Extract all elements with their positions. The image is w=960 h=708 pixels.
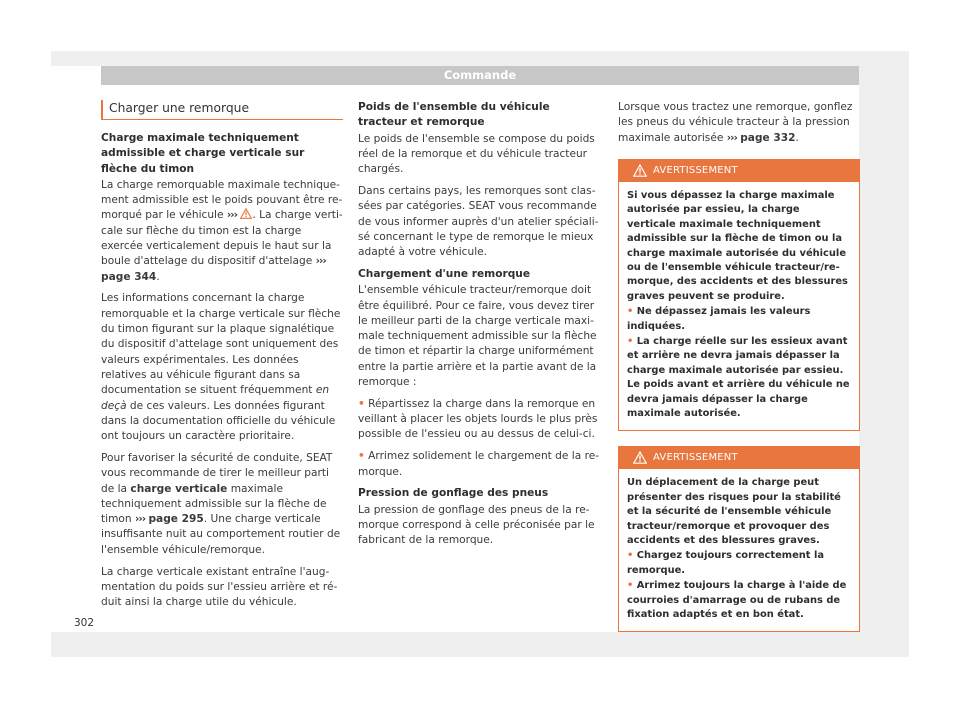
- warning-bullet: • Arrimez toujours la charge à l'aide de courroies d'amarrage ou de rubans de fixation adaptés et en bon état.: [627, 580, 847, 621]
- bullet-icon: •: [627, 550, 634, 562]
- warning-label: AVERTISSEMENT: [653, 164, 738, 176]
- warning-intro: Si vous dépassez la charge maximale autorisée par essieu, la charge verticale maximale techniquement admissible sur la flèche de timon ou la charge maximale autorisée du véhicule ou de l'ensemble véhicule tracteur/remorque, des accidents et des blessures graves peuvent se produire.: [627, 189, 848, 302]
- arrow-glyph: ›››: [315, 255, 326, 268]
- warning-triangle-icon[interactable]: [240, 208, 252, 219]
- warning-body: [619, 469, 859, 631]
- section-title: [101, 100, 343, 119]
- paragraph-gonflage: Lorsque vous tractez une remorque, gonflez les pneus du véhicule tracteur à la pression maximale autorisée ››› page 332.: [618, 101, 853, 144]
- heading-poids-ensemble: Poids de l'ensemble du véhicule tracteur et remorque: [358, 101, 550, 129]
- page-ref-link[interactable]: page 295: [148, 513, 204, 526]
- bullet-item: • Répartissez la charge dans la remorque en veillant à placer les objets lourds le plus près possible de l'essieu ou au dessus de celui-ci.: [358, 397, 598, 441]
- bold-term: charge verticale: [130, 482, 228, 495]
- warning-header: [619, 447, 859, 469]
- paragraph-securite: Pour favoriser la sécurité de conduite, SEAT vous recommande de tirer le meilleur parti de la charge verticale maximale techniquement admissible sur la flèche de timon ››› page 295. Une charge verticale insuffisante nuit au comportement routier de l'ensemble véhicule/remorque.: [101, 451, 341, 556]
- warning-intro: Un déplacement de la charge peut présenter des risques pour la stabilité et la sécurité de l'ensemble véhicule tracteur/remorque et provoquer des accidents et des blessures graves.: [627, 477, 841, 547]
- warning-bullet: • Chargez toujours correctement la remorque.: [627, 550, 825, 576]
- warning-bullet: • La charge réelle sur les essieux avant et arrière ne devra jamais dépasser la charge maximale autorisée par essieu. Le poids avant et arrière du véhicule ne devra jamais dépasser la charge maximale autorisée.: [627, 335, 850, 419]
- heading-pression: Pression de gonflage des pneus: [358, 487, 549, 500]
- heading-chargement: Chargement d'une remorque: [358, 267, 531, 280]
- paragraph-charge-remorquable: La charge remorquable maximale techniquement admissible est le poids pouvant être remorqué par le véhicule ››› . La charge verticale sur flèche du timon est la charge exercée verticalement depuis le haut sur la boule d'attelage du dispositif d'attelage ››› page 344.: [101, 178, 343, 283]
- warning-label: AVERTISSEMENT: [653, 452, 738, 464]
- bullet-icon: •: [358, 450, 365, 463]
- paragraph-charge-verticale: La charge verticale existant entraîne l'augmentation du poids sur l'essieu arrière et réduit ainsi la charge utile du véhicule.: [101, 565, 338, 609]
- arrow-glyph: ›››: [134, 513, 146, 526]
- warning-triangle-icon: [633, 164, 647, 177]
- heading-charge-maximale: Charge maximale techniquement admissible et charge verticale sur flèche du timon: [101, 132, 305, 175]
- bullet-icon: •: [627, 580, 634, 592]
- column-1: [101, 100, 343, 617]
- paragraph-equilibre: L'ensemble véhicule tracteur/remorque doit être équilibré. Pour ce faire, vous devez tirer le meilleur parti de la charge verticale maximale techniquement admissible sur la flèche de timon et répartir la charge uniformément entre la partie arrière et la partie avant de la remorque :: [358, 284, 597, 389]
- section-header: Commande: [101, 66, 859, 85]
- column-3: [618, 100, 860, 647]
- page-ref-link[interactable]: page 332: [740, 131, 796, 144]
- arrow-glyph: ›››: [226, 209, 237, 222]
- warning-triangle-icon: [633, 451, 647, 464]
- page-ref-link[interactable]: page 344: [101, 270, 157, 283]
- paragraph-poids: Le poids de l'ensemble se compose du poids réel de la remorque et du véhicule tracteur chargés.: [358, 132, 595, 176]
- warning-bullet: • Ne dépassez jamais les valeurs indiquées.: [627, 306, 811, 332]
- paragraph-pression: La pression de gonflage des pneus de la remorque correspond à celle préconisée par le fabricant de la remorque.: [358, 503, 595, 547]
- paragraph-categories: Dans certains pays, les remorques sont classées par catégories. SEAT vous recommande de vous informer auprès d'un atelier spécialisé concernant le type de remorque le mieux adapté à votre véhicule.: [358, 184, 599, 259]
- bullet-item: • Arrimez solidement le chargement de la remorque.: [358, 450, 600, 478]
- bullet-icon: •: [358, 397, 365, 410]
- emphasis-text: en deçà: [101, 384, 330, 412]
- warning-box-1: [618, 159, 860, 432]
- paragraph-informations: Les informations concernant la charge remorquable et la charge verticale sur flèche du timon figurant sur la plaque signalétique du dispositif d'attelage sont uniquement des valeurs expérimentales. Les données relatives au véhicule figurant dans sa documentation se situent fréquemment en deçà de ces valeurs. Les données figurant dans la documentation officielle du véhicule ont toujours un caractère prioritaire.: [101, 292, 341, 443]
- bullet-icon: •: [627, 335, 634, 347]
- warning-header: [619, 160, 859, 182]
- column-2: [358, 100, 602, 555]
- arrow-glyph: ›››: [726, 131, 737, 144]
- page-number: 302: [74, 617, 95, 629]
- warning-body: [619, 182, 859, 431]
- section-title-text: Charger une remorque: [109, 101, 250, 115]
- warning-box-2: [618, 446, 860, 632]
- bullet-icon: •: [627, 306, 634, 318]
